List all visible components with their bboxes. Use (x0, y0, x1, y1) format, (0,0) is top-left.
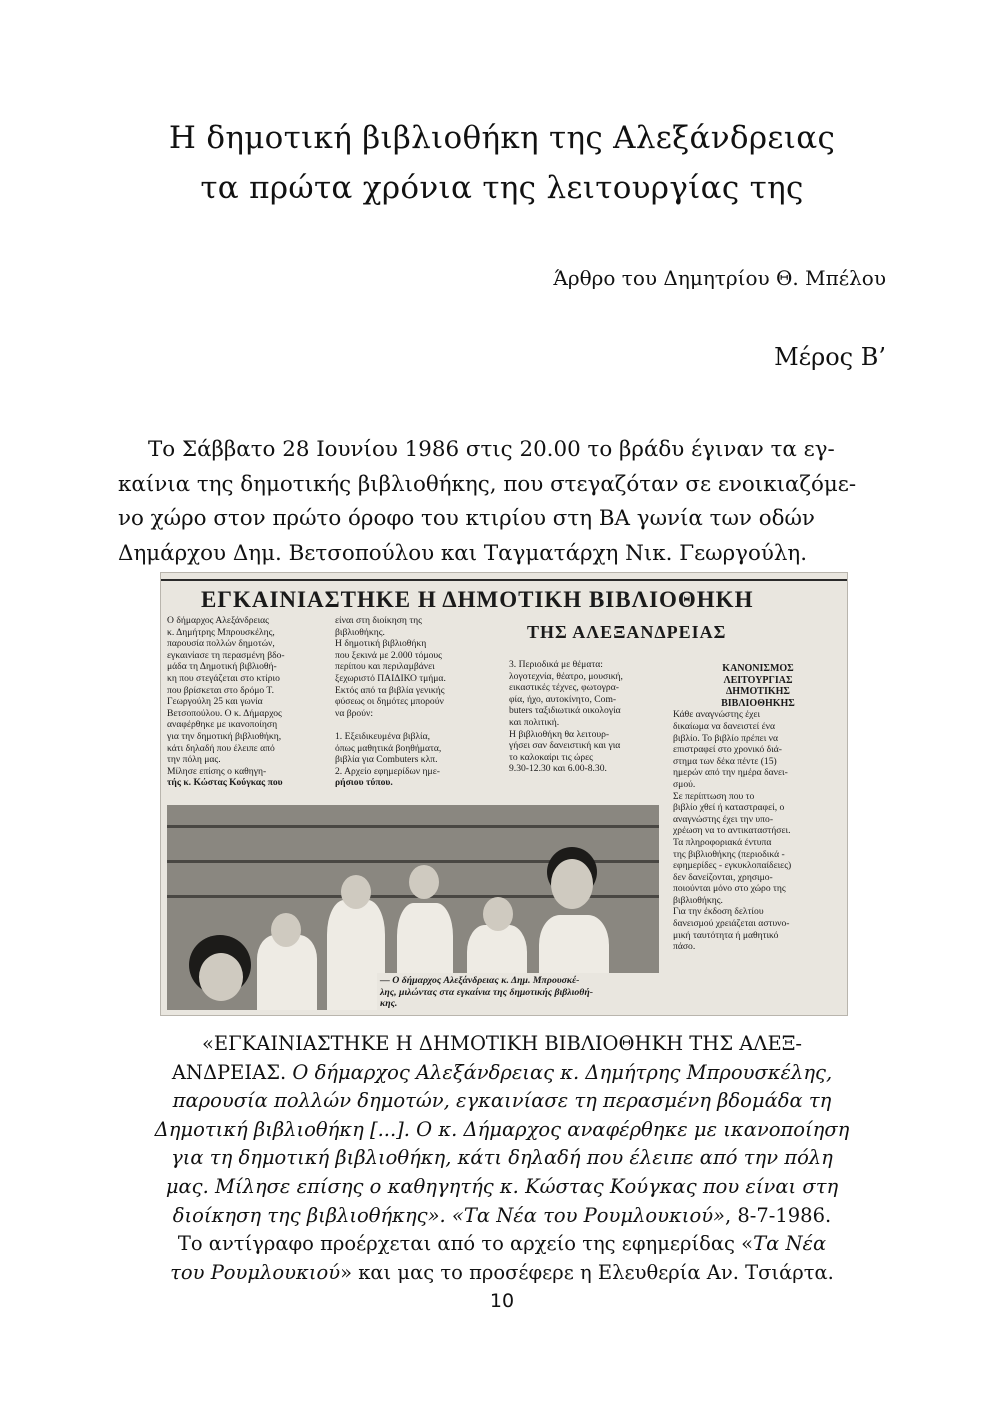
caption-text: Το αντίγραφο προέρχεται από το αρχείο της εφημερίδας « (177, 1232, 754, 1256)
page-number: 10 (489, 1290, 515, 1312)
column-line: δεν δανείζονται, χρησιμο- (673, 871, 773, 883)
caption-text: ΑΝΔΡΕΙΑΣ. (171, 1060, 287, 1084)
photo-person (551, 859, 593, 909)
column-line: βιβλίο χθεί ή καταστραφεί, ο (673, 802, 785, 814)
column-line: χρέωση να το αντικαταστήσει. (673, 825, 791, 837)
caption-text-italic: Δημοτική βιβλιοθήκη [...]. Ο κ. Δήμαρχος αναφέρθηκε με ικανοποίηση (154, 1117, 850, 1141)
caption-line (118, 1116, 886, 1145)
column-line: κη που στεγάζεται στο κτίριο (167, 672, 280, 684)
column-line: αναφέρθηκε με ικανοποίηση (167, 719, 278, 731)
regulation-heading: ΚΑΝΟΝΙΣΜΟΣ (722, 663, 794, 674)
part-label: Μέρος Β’ (774, 343, 886, 371)
clipping-top-rule (161, 579, 847, 581)
caption-text-italic: διοίκηση της βιβλιοθήκης». «Τα Νέα του Ρουμλουκιού» (172, 1203, 725, 1227)
caption-text-italic: για τη δημοτική βιβλιοθήκη, κάτι δηλαδή που έλειπε από την πόλη (171, 1146, 833, 1170)
column-line: βιβλίο. Το βιβλίο πρέπει να (673, 732, 779, 744)
column-line: βιβλία για Combuters κλπ. (335, 754, 438, 766)
column-line: Εκτός από τα βιβλία γενικής (335, 684, 445, 696)
column-line: κάτι δηλαδή που έλειπε από (167, 742, 275, 754)
clipping-column-3 (509, 659, 659, 775)
column-line: περίπου και περιλαμβάνει (335, 661, 435, 673)
caption-line (118, 1202, 886, 1231)
clipping-column-2 (335, 615, 485, 789)
column-line: εγκαινίασε τη περασμένη βδο- (167, 649, 285, 661)
column-line: 3. Περιοδικά με θέματα: (509, 659, 603, 670)
column-line: Η δημοτική βιβλιοθήκη (335, 638, 427, 650)
column-line: της βιβλιοθήκης (περιοδικά - (673, 848, 785, 860)
clipping-column-1 (167, 615, 313, 789)
column-line: ρήσιου τύπου. (335, 777, 393, 789)
column-line: που ξεκινά με 2.000 τόμους (335, 649, 442, 661)
column-line: και πολιτική. (509, 716, 560, 728)
column-line: φύσεως οι δημότες μπορούν (335, 696, 444, 708)
article-title-line-1: Η δημοτική βιβλιοθήκη της Αλεξάνδρειας (168, 120, 836, 156)
column-line: Μίλησε επίσης ο καθηγη- (167, 765, 267, 777)
column-line: γήσει σαν δανειστική και για (509, 740, 621, 752)
column-line: που βρίσκεται στο δρόμο Τ. (167, 684, 274, 696)
photo-person (409, 865, 439, 899)
column-line: 1. Εξειδικευμένα βιβλία, (335, 730, 430, 742)
column-line: επιστραφεί στο χρονικό διά- (673, 744, 782, 756)
column-line: εφημερίδες - εγκυκλοπαίδειες) (673, 860, 792, 872)
column-line: δανεισμού χρειάζεται αστυνο- (673, 918, 790, 930)
regulation-heading: ΛΕΙΤΟΥΡΓΙΑΣ (723, 674, 793, 686)
photo-person (271, 913, 301, 947)
column-line: τής κ. Κώστας Κούγκας που (167, 777, 283, 789)
caption-text-italic: παρουσία πολλών δημοτών, εγκαινίασε τη περασμένη βδομάδα τη (172, 1089, 832, 1113)
column-line: μική ταυτότητα ή μαθητικό (673, 929, 779, 941)
column-line: στημα των δέκα πέντε (15) (673, 755, 777, 767)
column-line: Κάθε αναγνώστης έχει (673, 709, 761, 721)
column-line: ποιούνται μόνο στο χώρο της (673, 883, 786, 895)
caption-text: » και μας το προσέφερε η Ελευθερία Αν. Τσιάρτα. (340, 1260, 834, 1284)
column-line: μάδα τη Δημοτική βιβλιοθή- (167, 661, 277, 673)
photo-person (341, 875, 371, 909)
caption-line (118, 1087, 886, 1116)
column-line: όπως μαθητικά βοηθήματα, (335, 742, 442, 754)
caption-line (118, 1230, 886, 1259)
column-line: εικαστικές τέχνες, φωτογρα- (509, 682, 619, 694)
photo-caption-line: — Ο δήμαρχος Αλεξάνδρειας κ. Δημ. Μπρουσκέ- (380, 975, 580, 986)
column-line: ημερών από την ημέρα δανει- (673, 767, 788, 779)
column-line: πάσο. (673, 941, 696, 953)
column-line: Τα πληροφοριακά έντυπα (673, 836, 772, 848)
column-line: σμού. (673, 778, 696, 790)
clipping-subheadline: ΤΗΣ ΑΛΕΞΑΝΔΡΕΙΑΣ (527, 622, 727, 642)
intro-line: νο χώρο στον πρώτο όροφο του κτιρίου στη ΒΑ γωνία των οδών (118, 506, 815, 531)
column-line: Σε περίπτωση που το (673, 790, 755, 802)
regulation-heading: ΒΙΒΛΙΟΘΗΚΗΣ (721, 697, 795, 709)
column-line: δικαίωμα να δανειστεί ένα (673, 720, 776, 732)
photo-person (199, 953, 243, 1001)
photo-caption-line: κης. (380, 998, 398, 1010)
author-byline: Άρθρο του Δημητρίου Θ. Μπέλου (553, 266, 886, 290)
column-line: αναγνώστης έχει την υπο- (673, 813, 774, 825)
column-line: κ. Δημήτρης Μπρουσκέλης, (167, 626, 275, 638)
column-line: buters ταξιδιωτικά οικολογία (509, 705, 621, 717)
newspaper-clipping (160, 572, 848, 1016)
column-line: βιβλιοθήκης. (673, 894, 723, 906)
column-line: να βρούν: (335, 707, 373, 719)
caption-text: , 8-7-1986. (724, 1203, 832, 1227)
column-line: παρουσία πολλών δημοτών, (167, 638, 275, 650)
column-line: βιβλιοθήκης. (335, 626, 385, 638)
caption-text-italic: Τα Νέα (753, 1232, 827, 1256)
caption-line (118, 1173, 886, 1202)
column-line: Γεωργούλη 25 και γωνία (167, 696, 263, 708)
intro-line: Δημάρχου Δημ. Βετσοπούλου και Ταγματάρχη Νικ. Γεωργούλη. (118, 540, 808, 566)
intro-line: Το Σάββατο 28 Ιουνίου 1986 στις 20.00 το βράδυ έγιναν τα εγ- (148, 437, 835, 462)
column-spacer (335, 719, 485, 731)
column-line: Η βιβλιοθήκη θα λειτουρ- (509, 728, 610, 740)
column-line: Ο δήμαρχος Αλεξάνδρειας (167, 615, 269, 626)
caption-line (118, 1259, 886, 1288)
clipping-column-4 (673, 663, 843, 953)
intro-line: καίνια της δημοτικής βιβλιοθήκης, που στεγαζόταν σε ενοικιαζόμε- (118, 471, 857, 497)
column-line: Για την έκδοση δελτίου (673, 906, 764, 918)
column-line: λογοτεχνία, θέατρο, μουσική, (509, 670, 623, 682)
photo-person (483, 897, 513, 931)
caption-line (118, 1144, 886, 1173)
clipping-headline: ΕΓΚΑΙΝΙΑΣΤΗΚΕ Η ΔΗΜΟΤΙΚΗ ΒΙΒΛΙΟΘΗΚΗ (201, 587, 754, 612)
caption-line (118, 1059, 886, 1088)
column-line: Βετσοπούλου. Ο κ. Δήμαρχος (167, 707, 282, 719)
caption-line: «ΕΓΚΑΙΝΙΑΣΤΗΚΕ Η ΔΗΜΟΤΙΚΗ ΒΙΒΛΙΟΘΗΚΗ ΤΗΣ ΑΛΕΞ- (201, 1032, 803, 1055)
photo-caption-line: λης, μιλώντας στα εγκαίνια της δημοτικής βιβλιοθή- (380, 986, 593, 998)
column-line: την πόλη μας. (167, 754, 221, 766)
regulation-heading: ΔΗΜΟΤΙΚΗΣ (726, 686, 790, 698)
caption-text-italic: του Ρουμλουκιού (170, 1260, 341, 1284)
photo-shelf (167, 825, 659, 828)
caption-text-italic: Ο δήμαρχος Αλεξάνδρειας κ. Δημήτρης Μπρουσκέλης, (286, 1060, 833, 1084)
column-line: για την δημοτική βιβλιοθήκη, (167, 730, 282, 742)
column-line: 2. Αρχείο εφημερίδων ημε- (335, 765, 440, 777)
column-line: είναι στη διοίκηση της (335, 615, 422, 626)
column-line: το καλοκαίρι τις ώρες (509, 751, 593, 763)
caption-text-italic: μας. Μίλησε επίσης ο καθηγητής κ. Κώστας Κούγκας που είναι στη (165, 1174, 839, 1198)
article-title-line-2: τα πρώτα χρόνια της λειτουργίας της (200, 170, 804, 206)
column-line: φία, ήχο, αυτοκίνητο, Com- (509, 693, 617, 705)
figure-caption (118, 1030, 886, 1287)
column-line: ξεχωριστό ΠΑΙΔΙΚΟ τμήμα. (335, 672, 446, 684)
clipping-photo (167, 805, 659, 1010)
intro-paragraph (118, 433, 886, 571)
column-line: 9.30-12.30 και 6.00-8.30. (509, 763, 607, 775)
photo-caption (377, 973, 659, 1010)
